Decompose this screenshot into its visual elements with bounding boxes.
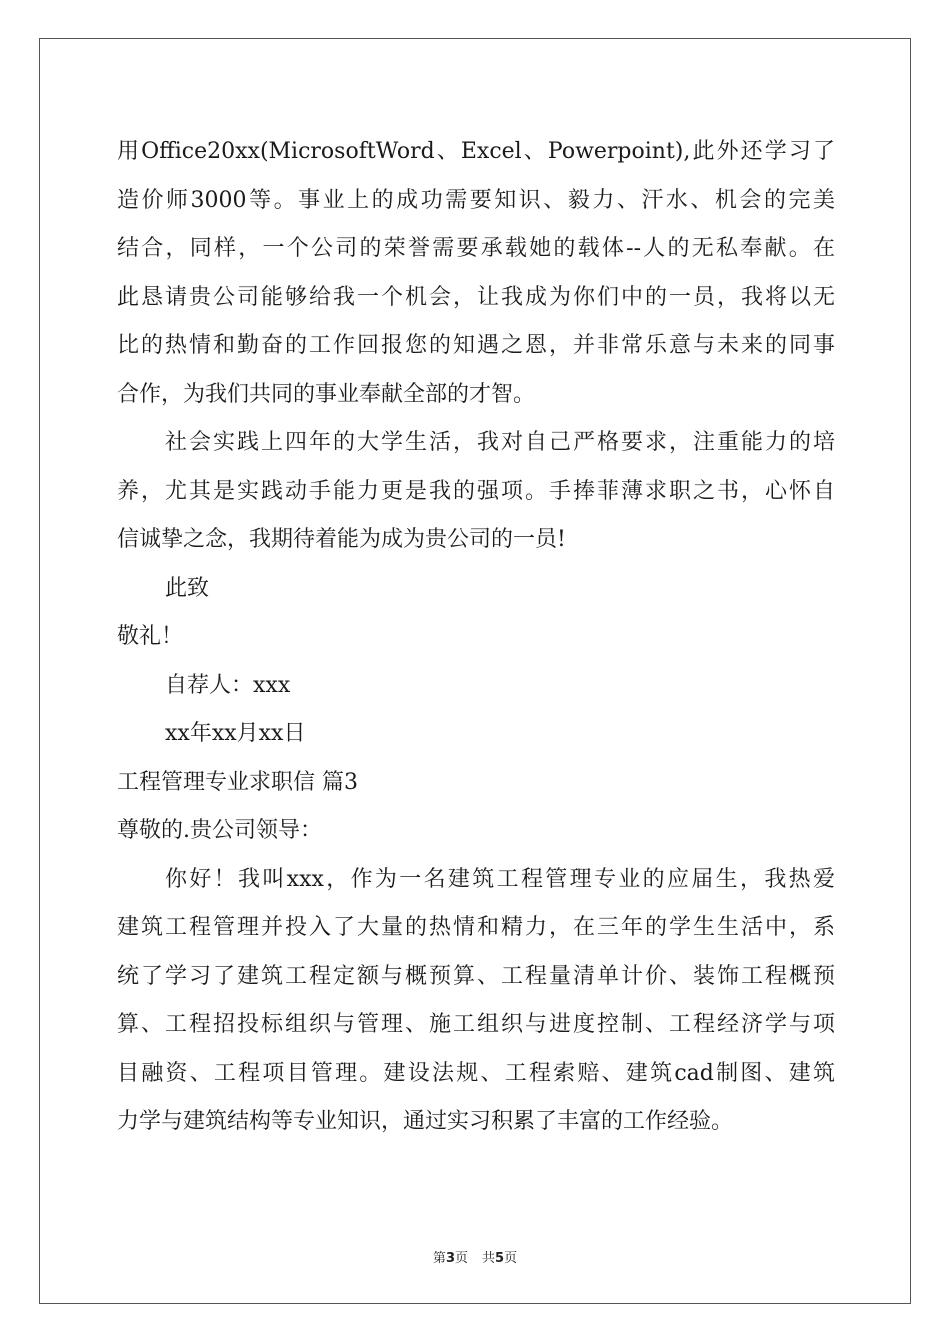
text-line: 比的热情和勤奋的工作回报您的知遇之恩，并非常乐意与未来的同事 [117,333,835,358]
signature-date: xx年xx月xx日 [165,721,306,746]
text-line: 用Office20xx(MicrosoftWord、Excel、Powerpoint),此外还学习了 [117,139,835,164]
greeting: 尊敬的.贵公司领导： [117,818,322,843]
text-line: 力学与建筑结构等专业知识，通过实习积累了丰富的工作经验。 [117,1109,734,1134]
text-line: 此恳请贵公司能够给我一个机会，让我成为你们中的一员，我将以无 [117,284,835,310]
text-line: 结合，同样，一个公司的荣誉需要承载她的载体--人的无私奉献。在 [117,236,835,261]
text-line: 建筑工程管理并投入了大量的热情和精力，在三年的学生生活中，系 [117,915,835,940]
text-line: 信诚挚之念，我期待着能为成为贵公司的一员! [117,527,566,552]
text-line: 养，尤其是实践动手能力更是我的强项。手捧菲薄求职之书，心怀自 [117,478,835,504]
closing-salutation: 此致 [165,575,210,601]
signature-name: 自荐人：xxx [165,672,291,698]
page-footer [0,1247,950,1266]
page-mid: 页 [454,1251,468,1266]
paragraph-first-line: 你好！我叫xxx，作为一名建筑工程管理专业的应届生，我热爱 [165,866,835,892]
document-body [117,128,835,1147]
paragraph-first-line: 社会实践上四年的大学生活，我对自己严格要求，注重能力的培 [165,430,835,455]
text-line: 合作，为我们共同的事业奉献全部的才智。 [117,381,536,407]
total-prefix: 共 [482,1251,496,1266]
page-prefix: 第 [432,1251,446,1266]
page-total: 5 [495,1251,505,1266]
text-line: 算、工程招投标组织与管理、施工组织与进度控制、工程经济学与项 [117,1012,835,1037]
closing-regards: 敬礼！ [117,624,184,649]
text-line: 目融资、工程项目管理。建设法规、工程索赔、建筑cad制图、建筑 [117,1060,835,1086]
text-line: 统了学习了建筑工程定额与概预算、工程量清单计价、装饰工程概预 [117,963,835,989]
text-line: 造价师3000等。事业上的成功需要知识、毅力、汗水、机会的完美 [117,187,835,213]
section-heading: 工程管理专业求职信 篇3 [117,769,358,795]
total-suffix: 页 [504,1251,518,1266]
page-current: 3 [445,1251,455,1266]
